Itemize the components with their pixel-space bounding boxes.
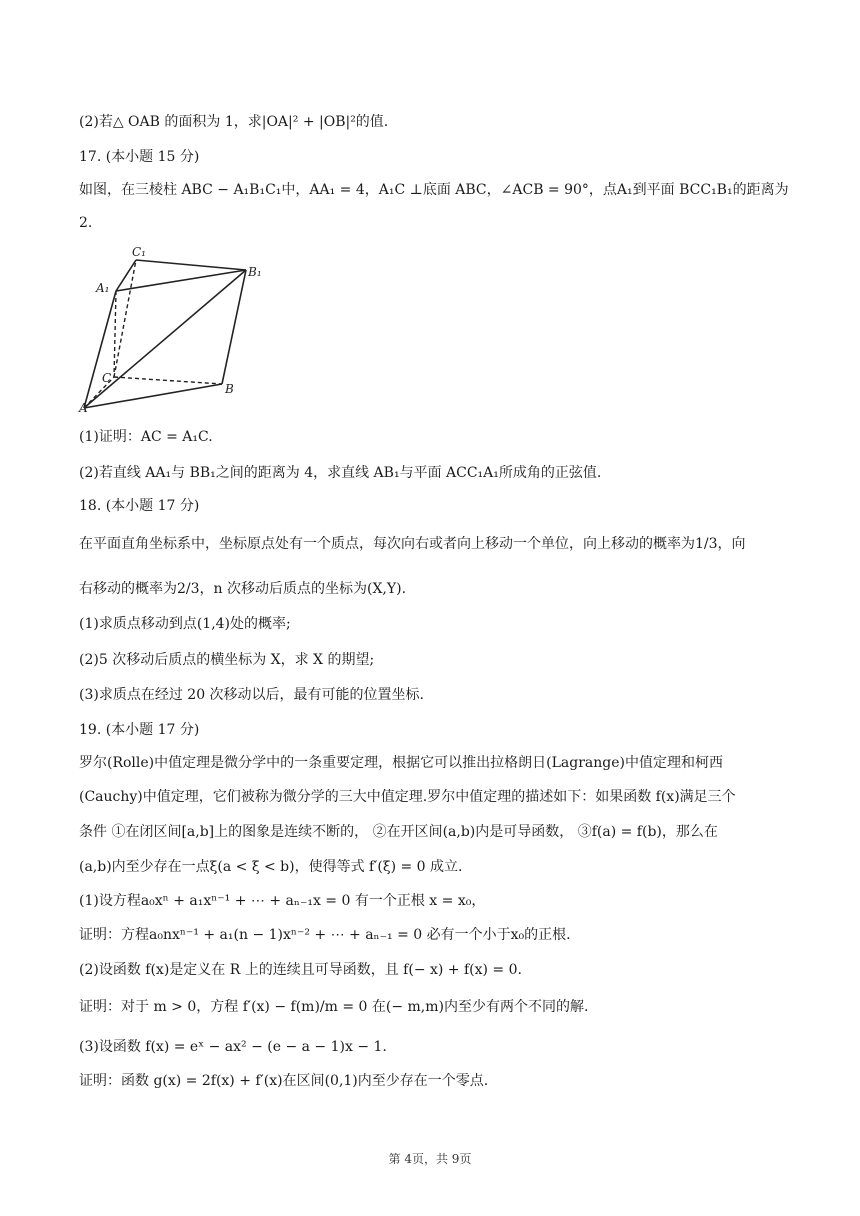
- edge-A1-C1: [116, 260, 136, 291]
- edge-A1-C: [114, 291, 116, 377]
- edge-C-B: [114, 377, 222, 384]
- q18-part2: (2)5 次移动后质点的横坐标为 X，求 X 的期望;: [79, 652, 375, 668]
- page-footer: 第 4页，共 9页: [388, 1152, 472, 1166]
- q17-stem-cont: 2.: [79, 215, 93, 231]
- label-B1: B₁: [248, 265, 262, 279]
- q18-stem: 在平面直角坐标系中，坐标原点处有一个质点，每次向右或者向上移动一个单位，向上移动的概率为1/3，向: [79, 536, 746, 552]
- q18-part3: (3)求质点在经过 20 次移动以后，最有可能的位置坐标.: [79, 687, 424, 703]
- edge-C1-B1: [136, 260, 246, 270]
- q17-stem: 如图，在三棱柱 ABC − A₁B₁C₁中，AA₁ = 4，A₁C ⊥底面 ABC，∠ACB = 90°，点A₁到平面 BCC₁B₁的距离为: [79, 182, 789, 198]
- q16-part2: (2)若△ OAB 的面积为 1，求|OA|² + |OB|²的值.: [79, 114, 389, 130]
- q18-stem-cont: 右移动的概率为2/3，n 次移动后质点的坐标为(X,Y).: [79, 581, 407, 597]
- q19-stem-2: (Cauchy)中值定理，它们被称为微分学的三大中值定理.罗尔中值定理的描述如下：如果函数 f(x)满足三个: [79, 789, 736, 805]
- q19-part1: (1)设方程a₀xⁿ + a₁xⁿ⁻¹ + ⋯ + aₙ₋₁x = 0 有一个正根 x = x₀，: [79, 893, 486, 909]
- label-A: A: [79, 401, 88, 415]
- q18-part1: (1)求质点移动到点(1,4)处的概率;: [79, 616, 291, 632]
- edge-A-A1: [84, 291, 116, 408]
- prism-figure: [76, 240, 276, 415]
- label-B: B: [225, 382, 234, 396]
- q19-part1-proof: 证明：方程a₀nxⁿ⁻¹ + a₁(n − 1)xⁿ⁻² + ⋯ + aₙ₋₁ = 0 必有一个小于x₀的正根.: [79, 927, 571, 943]
- label-A1: A₁: [96, 281, 110, 295]
- q17-part1: (1)证明：AC = A₁C.: [79, 429, 213, 445]
- q17-header: 17. (本小题 15 分): [79, 149, 200, 165]
- q19-header: 19. (本小题 17 分): [79, 722, 200, 738]
- label-C1: C₁: [132, 245, 146, 259]
- q19-stem-1: 罗尔(Rolle)中值定理是微分学中的一条重要定理，根据它可以推出拉格朗日(Lagrange)中值定理和柯西: [79, 755, 723, 771]
- q17-part2: (2)若直线 AA₁与 BB₁之间的距离为 4，求直线 AB₁与平面 ACC₁A₁所成角的正弦值.: [79, 465, 602, 481]
- q19-part2-proof: 证明：对于 m > 0，方程 f′(x) − f(m)/m = 0 在(− m,m)内至少有两个不同的解.: [79, 999, 589, 1015]
- q19-part3: (3)设函数 f(x) = eˣ − ax² − (e − a − 1)x − 1.: [79, 1039, 387, 1055]
- label-C: C: [102, 371, 112, 385]
- q19-stem-3: 条件 ①在闭区间[a,b]上的图象是连续不断的， ②在开区间(a,b)内是可导函数， ③f(a) = f(b)，那么在: [79, 824, 718, 840]
- q19-stem-4: (a,b)内至少存在一点ξ(a < ξ < b)，使得等式 f′(ξ) = 0 成立.: [79, 859, 463, 875]
- q18-header: 18. (本小题 17 分): [79, 498, 200, 514]
- q19-part2: (2)设函数 f(x)是定义在 R 上的连续且可导函数，且 f(− x) + f(x) = 0.: [79, 962, 522, 978]
- edge-A1-B1: [116, 270, 246, 291]
- q19-part3-proof: 证明：函数 g(x) = 2f(x) + f′(x)在区间(0,1)内至少存在一个零点.: [79, 1073, 489, 1089]
